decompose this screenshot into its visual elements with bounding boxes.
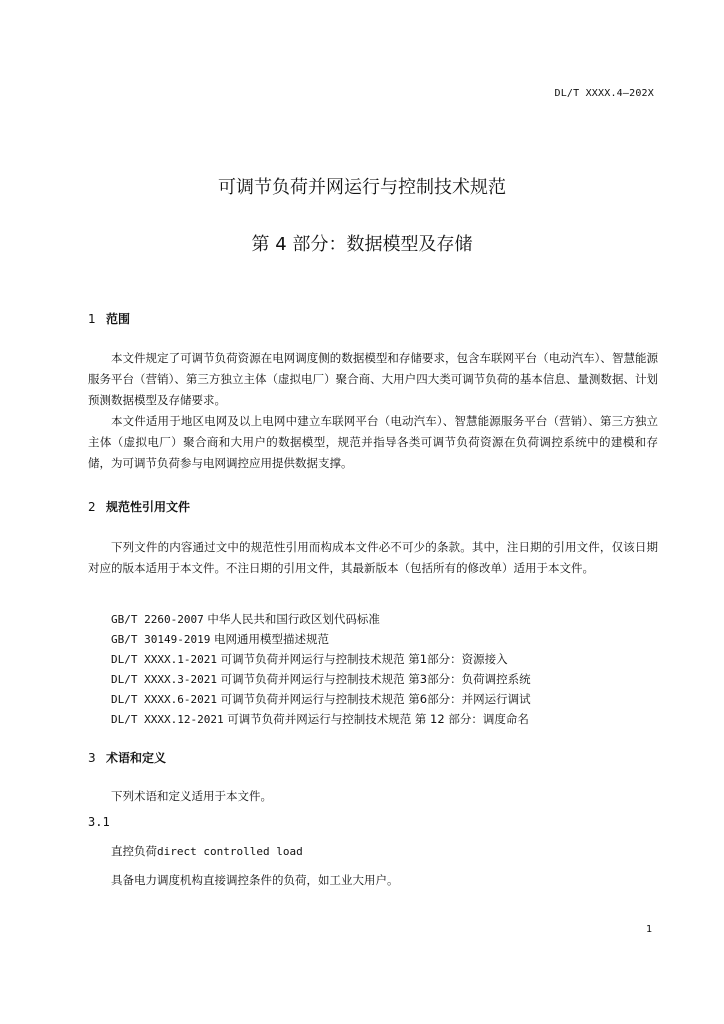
term-english: direct controlled load [157,845,303,858]
reference-code: GB/T 2260-2007 [111,613,204,626]
reference-item [111,671,531,687]
section-number: 3 [88,751,96,765]
section-title: 术语和定义 [106,751,167,765]
section-number: 2 [88,500,96,514]
section-1-paragraph-2: 本文件适用于地区电网及以上电网中建立车联网平台（电动汽车）、智慧能源服务平台（营销）、第三方独立主体（虚拟电厂）聚合商和大用户的数据模型，规范并指导各类可调节负荷资源在负荷调控系统中的建模和存储，为可调节负荷参与电网调控应用提供数据支撑。 [88,414,658,470]
document-number: DL/T XXXX.4—202X [554,88,654,99]
term-entry [111,843,303,859]
reference-item [111,711,529,727]
reference-code: DL/T XXXX.1-2021 [111,653,217,666]
document-part-title: 第 4 部分：数据模型及存储 [251,234,473,255]
section-2-heading [88,498,190,515]
reference-title: 可调节负荷并网运行与控制技术规范 第6部分：并网运行调试 [220,692,531,706]
section-title: 规范性引用文件 [106,500,191,514]
reference-title: 可调节负荷并网运行与控制技术规范 第1部分：资源接入 [220,652,508,666]
reference-code: DL/T XXXX.12-2021 [111,713,224,726]
document-title: 可调节负荷并网运行与控制技术规范 [218,177,506,198]
term-chinese: 直控负荷 [111,844,157,858]
reference-code: DL/T XXXX.6-2021 [111,693,217,706]
reference-item [111,611,380,627]
reference-code: DL/T XXXX.3-2021 [111,673,217,686]
section-1-heading [88,310,130,327]
reference-item [111,691,531,707]
section-3-heading [88,749,166,766]
term-definition: 具备电力调度机构直接调控条件的负荷，如工业大用户。 [111,873,399,887]
reference-title: 电网通用模型描述规范 [214,632,329,646]
section-2-paragraph-1: 下列文件的内容通过文中的规范性引用而构成本文件必不可少的条款。其中，注日期的引用文件，仅该日期对应的版本适用于本文件。不注日期的引用文件，其最新版本（包括所有的修改单）适用于本文件。 [88,540,658,575]
section-number: 1 [88,312,96,326]
section-1-paragraph-1: 本文件规定了可调节负荷资源在电网调度侧的数据模型和存储要求，包含车联网平台（电动汽车）、智慧能源服务平台（营销）、第三方独立主体（虚拟电厂）聚合商、大用户四大类可调节负荷的基本信息、量测数据、计划预测数据模型及存储要求。 [88,351,658,407]
subsection-number: 3.1 [88,815,110,829]
section-3-intro: 下列术语和定义适用于本文件。 [111,789,272,803]
reference-title: 中华人民共和国行政区划代码标准 [207,612,380,626]
reference-title: 可调节负荷并网运行与控制技术规范 第 12 部分：调度命名 [227,712,529,726]
reference-item [111,631,329,647]
reference-item [111,651,508,667]
section-title: 范围 [106,312,131,326]
page-number: 1 [645,924,652,935]
reference-title: 可调节负荷并网运行与控制技术规范 第3部分：负荷调控系统 [220,672,531,686]
reference-code: GB/T 30149-2019 [111,633,211,646]
